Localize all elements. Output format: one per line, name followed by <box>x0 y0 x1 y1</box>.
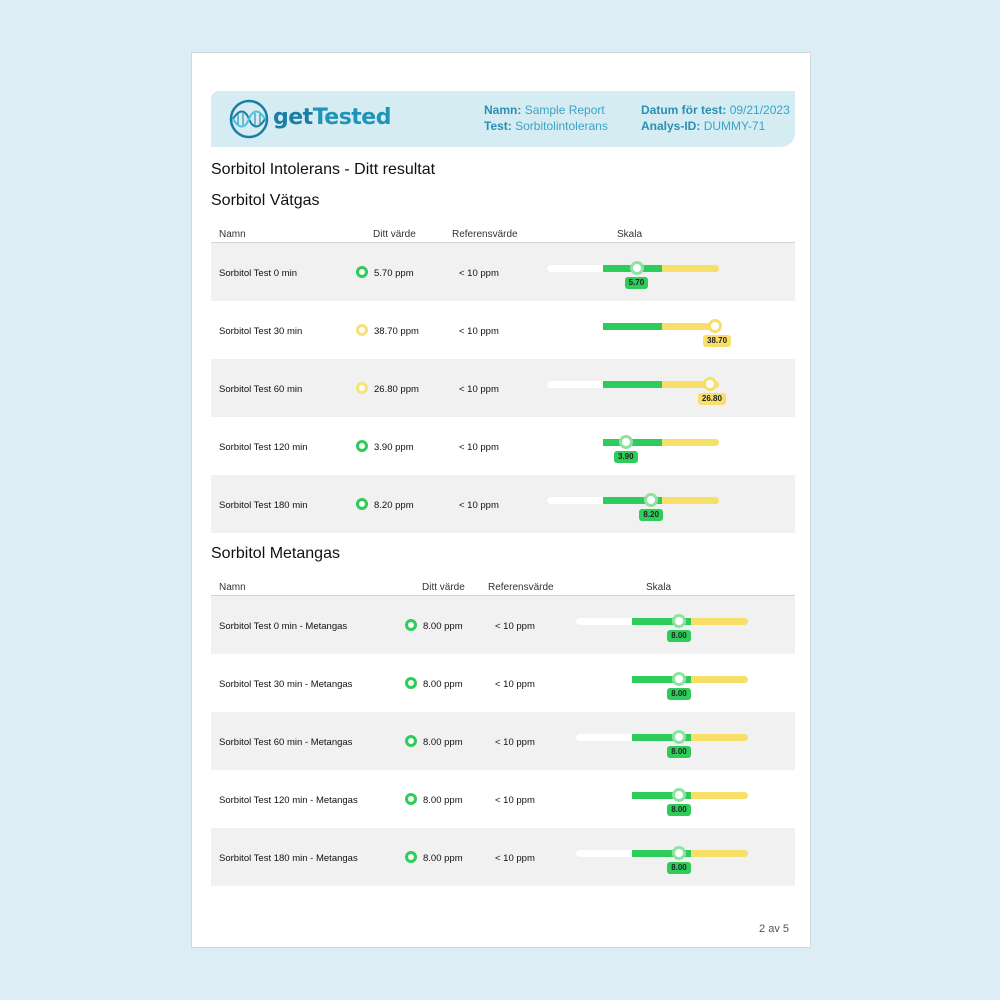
test-name: Sorbitol Test 180 min <box>219 500 308 511</box>
reference-value: < 10 ppm <box>459 500 499 511</box>
test-name: Sorbitol Test 180 min - Metangas <box>219 853 358 864</box>
result-scale <box>211 828 795 886</box>
scale-value-label: 26.80 <box>698 393 726 405</box>
scale-marker-icon <box>619 435 633 449</box>
scale-value-label: 8.00 <box>667 862 691 874</box>
scale-low-segment <box>576 618 632 625</box>
reference-value: < 10 ppm <box>495 621 535 632</box>
column-header: Skala <box>617 229 643 240</box>
result-scale <box>211 712 795 770</box>
result-value: 8.00 ppm <box>423 853 463 864</box>
scale-high-segment <box>691 734 748 741</box>
scale-marker-icon <box>672 730 686 744</box>
test-name: Sorbitol Test 60 min <box>219 384 303 395</box>
scale-low-segment <box>576 734 632 741</box>
table-row <box>211 301 795 359</box>
name-label: Namn: <box>484 103 522 117</box>
result-value: 8.00 ppm <box>423 679 463 690</box>
analysis-value: DUMMY-71 <box>703 119 766 133</box>
scale-high-segment <box>691 618 748 625</box>
test-name: Sorbitol Test 60 min - Metangas <box>219 737 353 748</box>
column-header: Skala <box>646 582 672 593</box>
scale-marker-icon <box>672 788 686 802</box>
reference-value: < 10 ppm <box>495 853 535 864</box>
column-header: Referensvärde <box>452 229 518 240</box>
scale-value-label: 5.70 <box>625 277 649 289</box>
scale-marker-icon <box>703 377 717 391</box>
test-name: Sorbitol Test 0 min - Metangas <box>219 621 348 632</box>
scale-high-segment <box>662 497 719 504</box>
date-label: Datum för test: <box>641 103 727 117</box>
scale-value-label: 8.00 <box>667 688 691 700</box>
table-row <box>211 243 795 301</box>
scale-high-segment <box>662 265 719 272</box>
name-value: Sample Report <box>524 103 605 117</box>
reference-value: < 10 ppm <box>495 679 535 690</box>
scale-high-segment <box>691 676 748 683</box>
column-header: Referensvärde <box>488 582 554 593</box>
reference-value: < 10 ppm <box>459 326 499 337</box>
result-scale <box>211 475 795 533</box>
logo-wordmark <box>273 105 391 130</box>
page-indicator: 2 av 5 <box>759 923 789 935</box>
result-scale <box>211 243 795 301</box>
scale-low-segment <box>547 381 603 388</box>
date-value: 09/21/2023 <box>729 103 790 117</box>
scale-marker-icon <box>630 261 644 275</box>
logo-text-tested: Tested <box>312 105 391 130</box>
table-row <box>211 712 795 770</box>
result-scale <box>211 654 795 712</box>
table-row <box>211 770 795 828</box>
result-scale <box>211 596 795 654</box>
gettested-logo <box>229 97 391 141</box>
section-title: Sorbitol Metangas <box>211 545 340 562</box>
reference-value: < 10 ppm <box>459 384 499 395</box>
scale-high-segment <box>691 792 748 799</box>
header-info-right <box>641 102 790 134</box>
scale-marker-icon <box>672 672 686 686</box>
scale-value-label: 8.20 <box>639 509 663 521</box>
result-value: 38.70 ppm <box>374 326 419 337</box>
table-row <box>211 654 795 712</box>
result-value: 8.20 ppm <box>374 500 414 511</box>
logo-text-get: get <box>273 105 313 130</box>
table-row <box>211 828 795 886</box>
reference-value: < 10 ppm <box>459 268 499 279</box>
result-scale <box>211 359 795 417</box>
scale-high-segment <box>691 850 748 857</box>
column-header: Namn <box>219 229 246 240</box>
result-scale <box>211 770 795 828</box>
scale-high-segment <box>662 439 719 446</box>
analysis-label: Analys-ID: <box>641 119 701 133</box>
test-name: Sorbitol Test 30 min - Metangas <box>219 679 353 690</box>
report-page <box>191 52 811 948</box>
results-table <box>211 572 795 886</box>
page-title: Sorbitol Intolerans - Ditt resultat <box>211 161 436 178</box>
scale-value-label: 8.00 <box>667 630 691 642</box>
test-name: Sorbitol Test 30 min <box>219 326 303 337</box>
scale-low-segment <box>547 497 603 504</box>
result-value: 8.00 ppm <box>423 737 463 748</box>
scale-marker-icon <box>644 493 658 507</box>
scale-marker-icon <box>672 614 686 628</box>
report-header <box>211 91 795 147</box>
table-row <box>211 359 795 417</box>
reference-value: < 10 ppm <box>459 442 499 453</box>
result-value: 8.00 ppm <box>423 621 463 632</box>
test-name: Sorbitol Test 120 min - Metangas <box>219 795 358 806</box>
column-header: Namn <box>219 582 246 593</box>
table-header <box>211 219 795 243</box>
scale-value-label: 3.90 <box>614 451 638 463</box>
test-label: Test: <box>484 119 512 133</box>
table-row <box>211 596 795 654</box>
result-value: 5.70 ppm <box>374 268 414 279</box>
scale-low-segment <box>547 265 603 272</box>
reference-value: < 10 ppm <box>495 795 535 806</box>
table-header <box>211 572 795 596</box>
scale-value-label: 8.00 <box>667 746 691 758</box>
column-header: Ditt värde <box>373 229 416 240</box>
result-value: 26.80 ppm <box>374 384 419 395</box>
scale-normal-segment <box>603 381 662 388</box>
table-row <box>211 475 795 533</box>
table-row <box>211 417 795 475</box>
section-title: Sorbitol Vätgas <box>211 192 320 209</box>
result-value: 3.90 ppm <box>374 442 414 453</box>
test-name: Sorbitol Test 120 min <box>219 442 308 453</box>
scale-value-label: 38.70 <box>703 335 731 347</box>
result-scale <box>211 301 795 359</box>
header-info-left <box>484 102 608 134</box>
test-value: Sorbitolintolerans <box>515 119 608 133</box>
scale-normal-segment <box>603 323 662 330</box>
column-header: Ditt värde <box>422 582 465 593</box>
result-scale <box>211 417 795 475</box>
dna-logo-icon <box>229 99 269 139</box>
scale-marker-icon <box>672 846 686 860</box>
results-table <box>211 219 795 533</box>
scale-low-segment <box>576 850 632 857</box>
result-value: 8.00 ppm <box>423 795 463 806</box>
scale-value-label: 8.00 <box>667 804 691 816</box>
reference-value: < 10 ppm <box>495 737 535 748</box>
scale-marker-icon <box>708 319 722 333</box>
test-name: Sorbitol Test 0 min <box>219 268 297 279</box>
